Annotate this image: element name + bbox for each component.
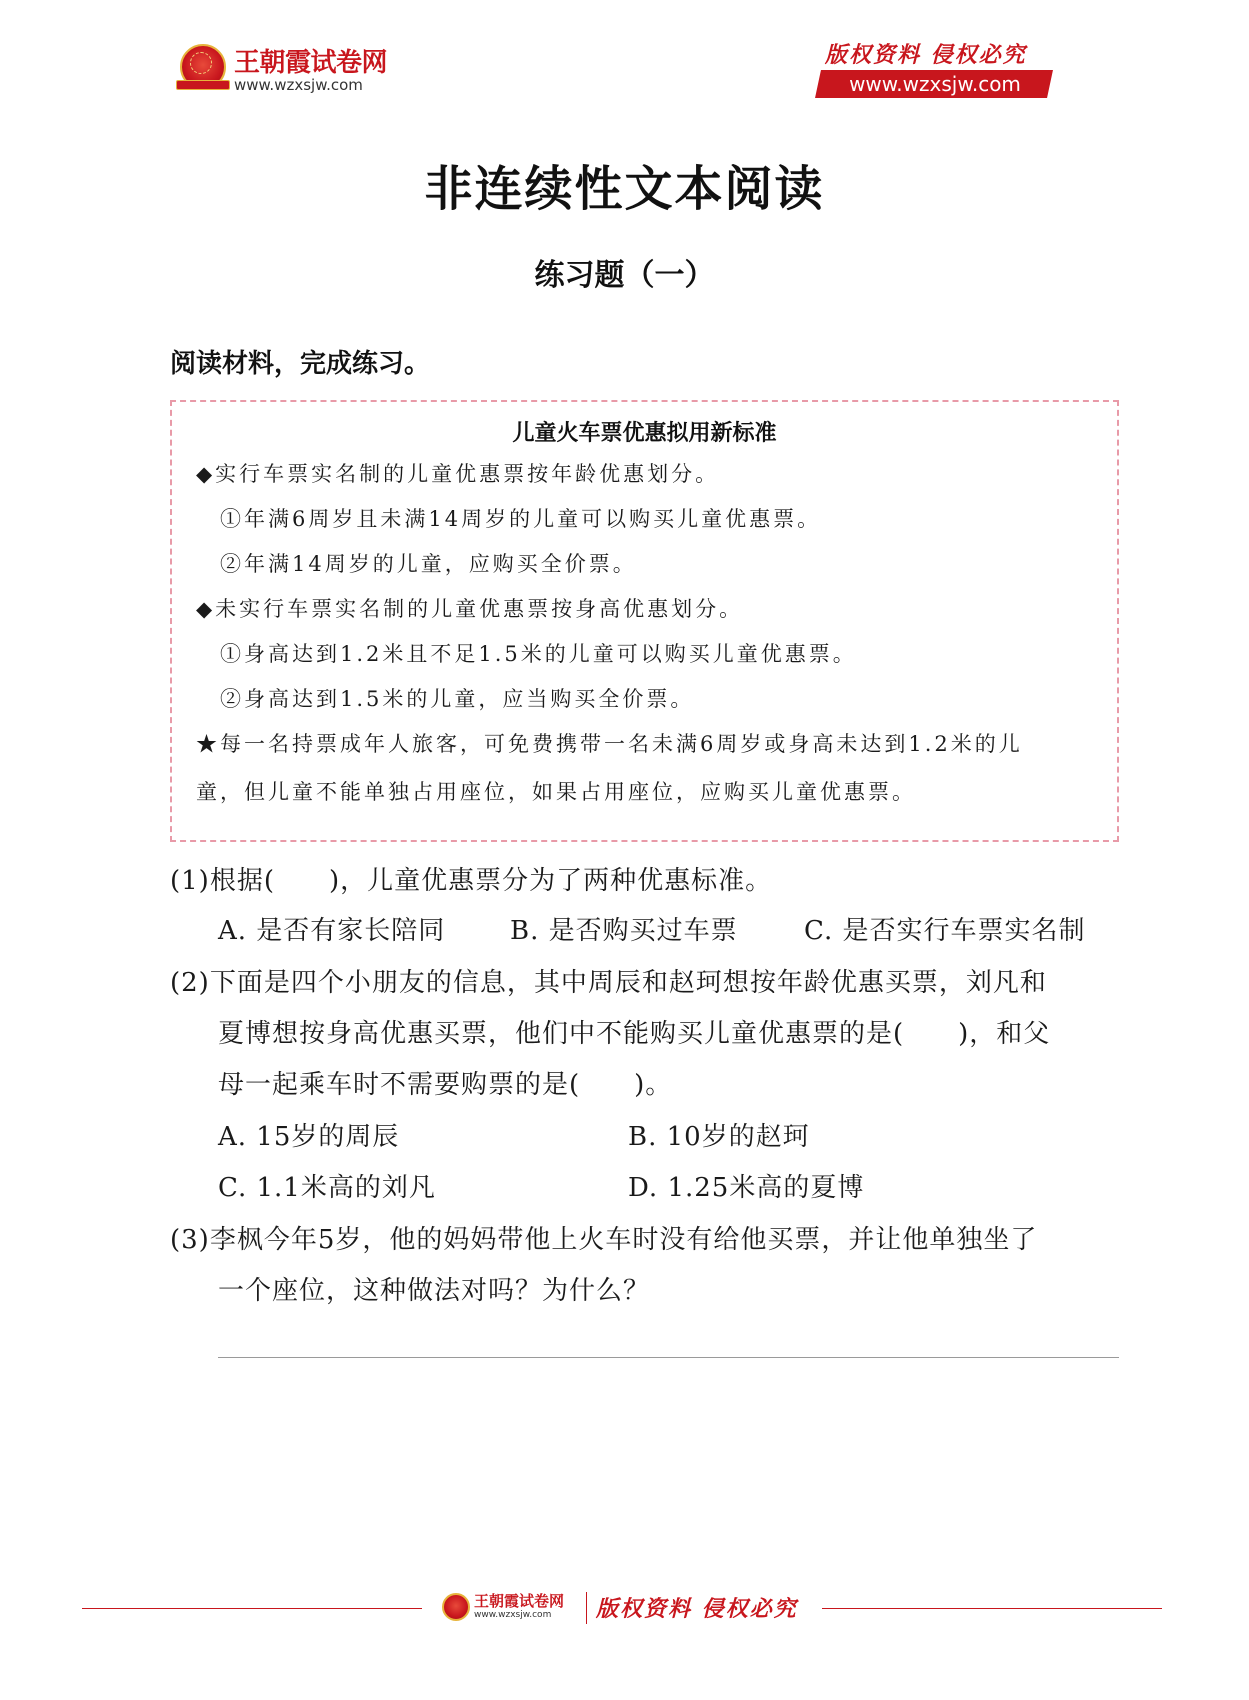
footer-seal-icon xyxy=(442,1593,470,1621)
brand-url: www.wzxsjw.com xyxy=(234,76,363,94)
seal-ribbon xyxy=(176,80,230,90)
page-subtitle: 练习题（一） xyxy=(534,258,715,293)
question-2-option-a: A. 15岁的周辰 xyxy=(218,1122,400,1152)
material-line: ★每一名持票成年人旅客，可免费携带一名未满6周岁或身高未达到1.2米的儿 xyxy=(196,732,1023,756)
material-line: ②年满14周岁的儿童，应购买全价票。 xyxy=(220,552,637,576)
footer-rule-left xyxy=(82,1608,422,1609)
question-2-stem-line: 母一起乘车时不需要购票的是( )。 xyxy=(218,1070,673,1100)
footer-brand-url: www.wzxsjw.com xyxy=(474,1610,552,1620)
reading-material-box xyxy=(170,400,1119,842)
question-1-option-a: A. 是否有家长陪同 xyxy=(218,916,446,946)
material-title: 儿童火车票优惠拟用新标准 xyxy=(512,421,777,446)
instruction-text: 阅读材料，完成练习。 xyxy=(170,349,431,379)
footer-divider xyxy=(586,1592,587,1624)
question-2-stem-line: 夏博想按身高优惠买票，他们中不能购买儿童优惠票的是( )，和父 xyxy=(218,1019,1051,1049)
material-line: ①年满6周岁且未满14周岁的儿童可以购买儿童优惠票。 xyxy=(220,507,822,531)
footer-copyright: 版权资料 侵权必究 xyxy=(596,1596,798,1622)
question-2-stem-line: (2)下面是四个小朋友的信息，其中周辰和赵珂想按年龄优惠买票，刘凡和 xyxy=(170,968,1047,998)
page-title: 非连续性文本阅读 xyxy=(424,161,825,217)
material-line: ◆未实行车票实名制的儿童优惠票按身高优惠划分。 xyxy=(196,597,744,621)
seal-inner-ring xyxy=(190,52,212,74)
question-1-stem: (1)根据( )，儿童优惠票分为了两种优惠标准。 xyxy=(170,866,773,896)
footer-brand-name: 王朝霞试卷网 xyxy=(474,1592,565,1610)
question-1-option-b: B. 是否购买过车票 xyxy=(510,916,738,946)
material-line: ①身高达到1.2米且不足1.5米的儿童可以购买儿童优惠票。 xyxy=(220,642,857,666)
brand-logo xyxy=(180,42,410,102)
url-banner-text: www.wzxsjw.com xyxy=(849,72,1021,96)
question-3-stem-line: 一个座位，这种做法对吗？为什么？ xyxy=(218,1276,651,1306)
material-line: 童，但儿童不能单独占用座位，如果占用座位，应购买儿童优惠票。 xyxy=(196,780,916,804)
material-line: ②身高达到1.5米的儿童，应当购买全价票。 xyxy=(220,687,695,711)
question-2-option-c: C. 1.1米高的刘凡 xyxy=(218,1173,436,1203)
footer-rule-right xyxy=(822,1608,1162,1609)
copyright-notice: 版权资料 侵权必究 xyxy=(825,42,1027,68)
question-3-stem-line: (3)李枫今年5岁，他的妈妈带他上火车时没有给他买票，并让他单独坐了 xyxy=(170,1225,1038,1255)
answer-line[interactable] xyxy=(218,1357,1119,1358)
question-1-option-c: C. 是否实行车票实名制 xyxy=(804,916,1086,946)
question-2-option-b: B. 10岁的赵珂 xyxy=(628,1122,810,1152)
brand-name: 王朝霞试卷网 xyxy=(234,48,388,78)
question-2-option-d: D. 1.25米高的夏博 xyxy=(628,1173,865,1203)
material-line: ◆实行车票实名制的儿童优惠票按年龄优惠划分。 xyxy=(196,462,720,486)
